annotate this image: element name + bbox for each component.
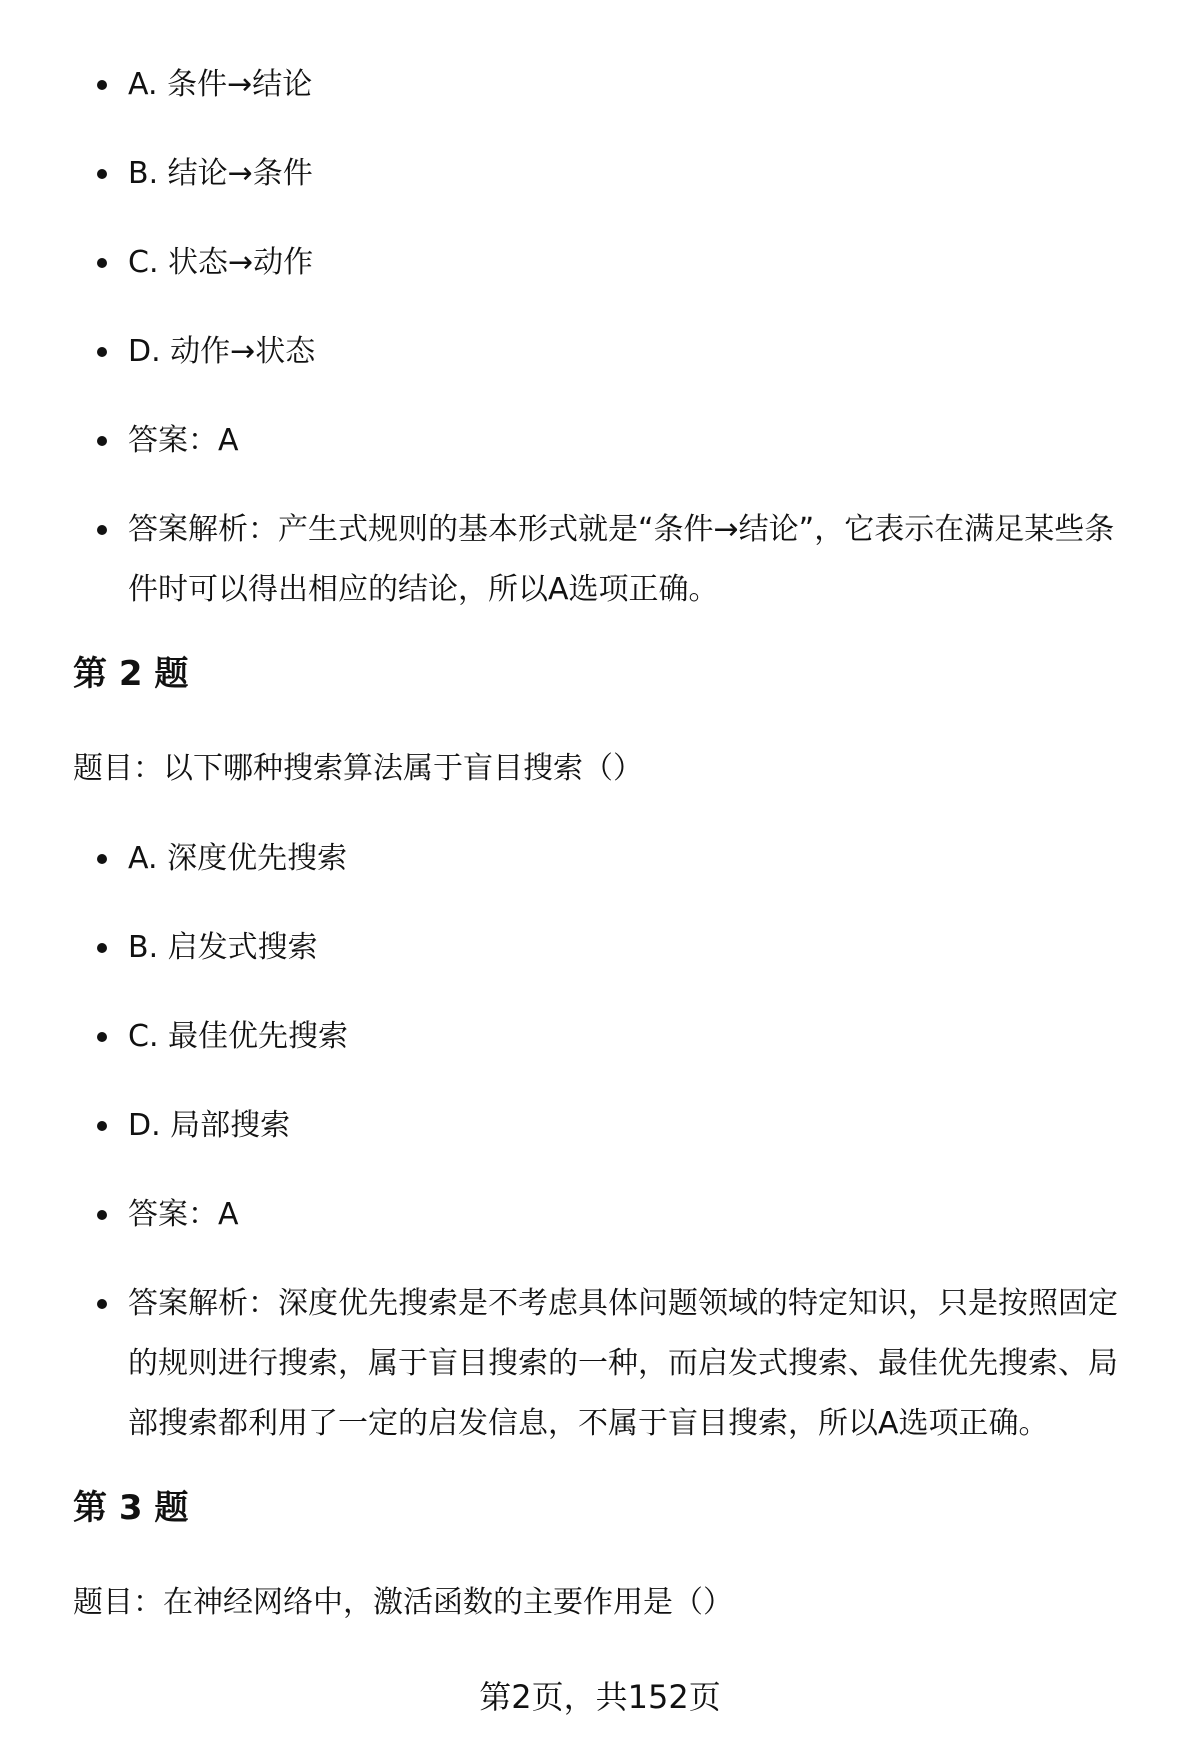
explanation-text: 答案解析：产生式规则的基本形式就是“条件→结论”，它表示在满足某些条件时可以得出相应的结论，所以A选项正确。 (128, 512, 1115, 607)
q2-option-a (73, 829, 1143, 889)
bullet-icon (97, 80, 107, 90)
bullet-icon (97, 525, 107, 535)
q3-heading: 第 3 题 (73, 1488, 189, 1528)
document-page (73, 55, 1143, 1663)
option-text: B. 结论→条件 (128, 156, 313, 191)
q2-answer (73, 1185, 1143, 1245)
q1-explanation (73, 500, 1143, 620)
q2-option-d (73, 1096, 1143, 1156)
answer-text: 答案：A (128, 423, 239, 458)
option-text: C. 最佳优先搜索 (128, 1019, 349, 1054)
bullet-icon (97, 169, 107, 179)
q3-question: 题目：在神经网络中，激活函数的主要作用是（） (73, 1585, 733, 1620)
q1-option-list (73, 55, 1143, 620)
bullet-icon (97, 854, 107, 864)
q2-explanation (73, 1274, 1143, 1454)
option-text: B. 启发式搜索 (128, 930, 318, 965)
bullet-icon (97, 1121, 107, 1131)
bullet-icon (97, 347, 107, 357)
q2-heading: 第 2 题 (73, 654, 189, 694)
q2-option-list (73, 829, 1143, 1454)
q1-option-b (73, 144, 1143, 204)
q2-option-c (73, 1007, 1143, 1067)
page-number-footer: 第2页，共152页 (479, 1678, 721, 1716)
bullet-icon (97, 436, 107, 446)
q1-option-d (73, 322, 1143, 382)
bullet-icon (97, 943, 107, 953)
q1-answer (73, 411, 1143, 471)
bullet-icon (97, 258, 107, 268)
bullet-icon (97, 1299, 107, 1309)
q2-question: 题目：以下哪种搜索算法属于盲目搜索（） (73, 751, 643, 786)
bullet-icon (97, 1210, 107, 1220)
explanation-text: 答案解析：深度优先搜索是不考虑具体问题领域的特定知识，只是按照固定的规则进行搜索，属于盲目搜索的一种，而启发式搜索、最佳优先搜索、局部搜索都利用了一定的启发信息，不属于盲目搜索，所以A选项正确。 (128, 1286, 1118, 1441)
option-text: A. 条件→结论 (128, 67, 313, 102)
q1-option-c (73, 233, 1143, 293)
option-text: D. 局部搜索 (128, 1108, 291, 1143)
q2-option-b (73, 918, 1143, 978)
option-text: C. 状态→动作 (128, 245, 314, 280)
option-text: D. 动作→状态 (128, 334, 316, 369)
option-text: A. 深度优先搜索 (128, 841, 348, 876)
answer-text: 答案：A (128, 1197, 239, 1232)
q1-option-a (73, 55, 1143, 115)
bullet-icon (97, 1032, 107, 1042)
